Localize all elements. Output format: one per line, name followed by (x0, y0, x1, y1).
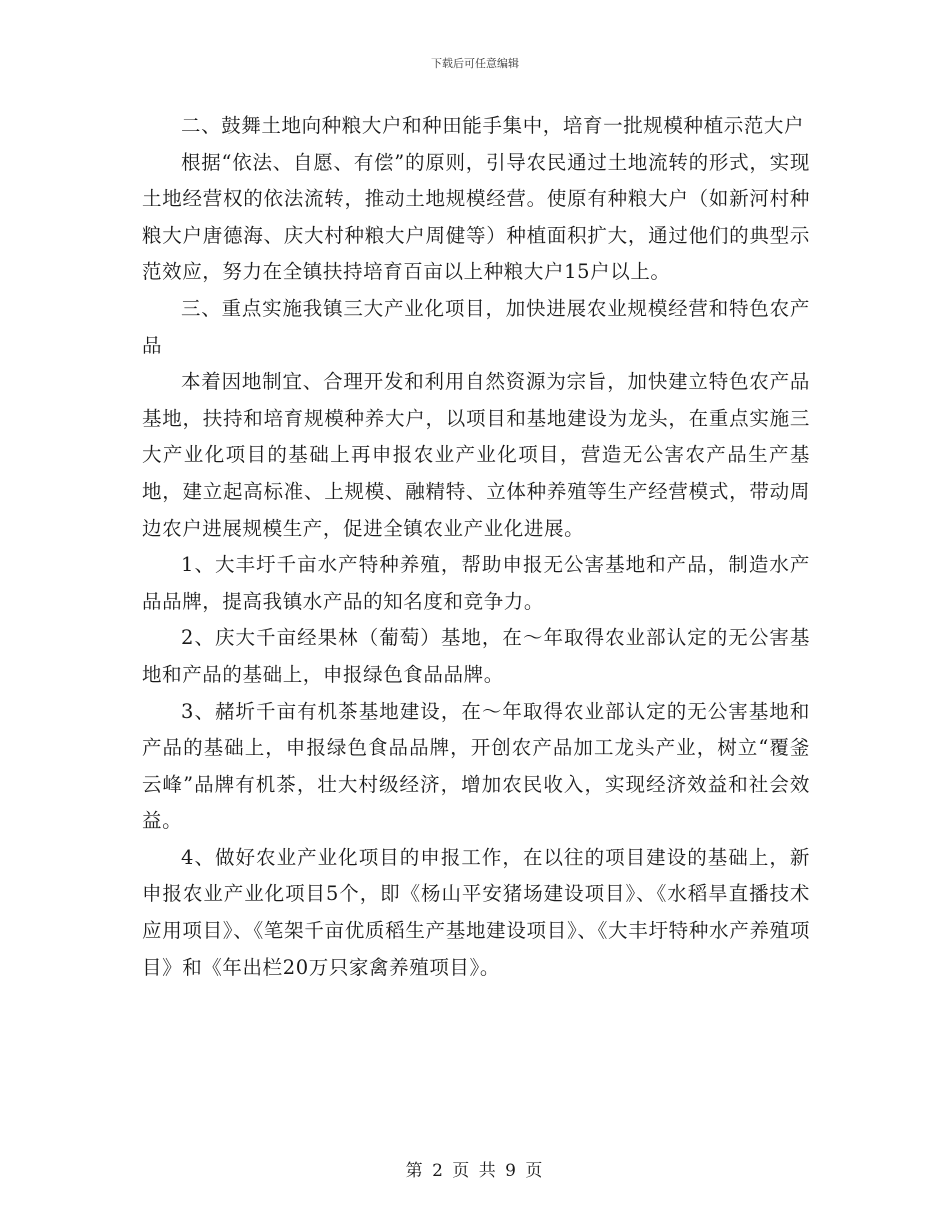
paragraph: 本着因地制宜、合理开发和利用自然资源为宗旨，加快建立特色农产品基地，扶持和培育规模种养大户，以项目和基地建设为龙头，在重点实施三大产业化项目的基础上再申报农业产业化项目，营造无公害农产品生产基地，建立起高标准、上规模、融精特、立体种养殖等生产经营模式，带动周边农户进展规模生产，促进全镇农业产业化进展。 (142, 370, 810, 540)
paragraph: 根据“依法、自愿、有偿”的原则，引导农民通过土地流转的形式，实现土地经营权的依法流转，推动土地规模经营。使原有种粮大户（如新河村种粮大户唐德海、庆大村种粮大户周健等）种植面积扩大，通过他们的典型示范效应，努力在全镇扶持培育百亩以上种粮大户15户以上。 (142, 150, 810, 284)
section-heading-3: 三、重点实施我镇三大产业化项目，加快进展农业规模经营和特色农产品 (142, 296, 810, 357)
page-header-note: 下载后可任意编辑 (431, 57, 519, 70)
section-heading-2: 二、鼓舞土地向种粮大户和种田能手集中，培育一批规模种植示范大户 (181, 114, 805, 137)
document-body (142, 108, 810, 986)
list-item-1: 1、大丰圩千亩水产特种养殖，帮助申报无公害基地和产品，制造水产品品牌，提高我镇水产品的知名度和竞争力。 (142, 553, 810, 613)
list-item-2: 2、庆大千亩经果林（葡萄）基地，在～年取得农业部认定的无公害基地和产品的基础上，申报绿色食品品牌。 (142, 626, 810, 686)
page-number: 第 2 页 共 9 页 (405, 1161, 545, 1181)
list-item-3: 3、赭圻千亩有机茶基地建设，在～年取得农业部认定的无公害基地和产品的基础上，申报绿色食品品牌，开创农产品加工龙头产业，树立“覆釜云峰”品牌有机茶，壮大村级经济，增加农民收入，实现经济效益和社会效益。 (142, 699, 810, 833)
list-item-4: 4、做好农业产业化项目的申报工作，在以往的项目建设的基础上，新申报农业产业化项目5个，即《杨山平安猪场建设项目》、《水稻旱直播技术应用项目》、《笔架千亩优质稻生产基地建设项目》、《大丰圩特种水产养殖项目》和《年出栏20万只家禽养殖项目》。 (142, 845, 810, 979)
